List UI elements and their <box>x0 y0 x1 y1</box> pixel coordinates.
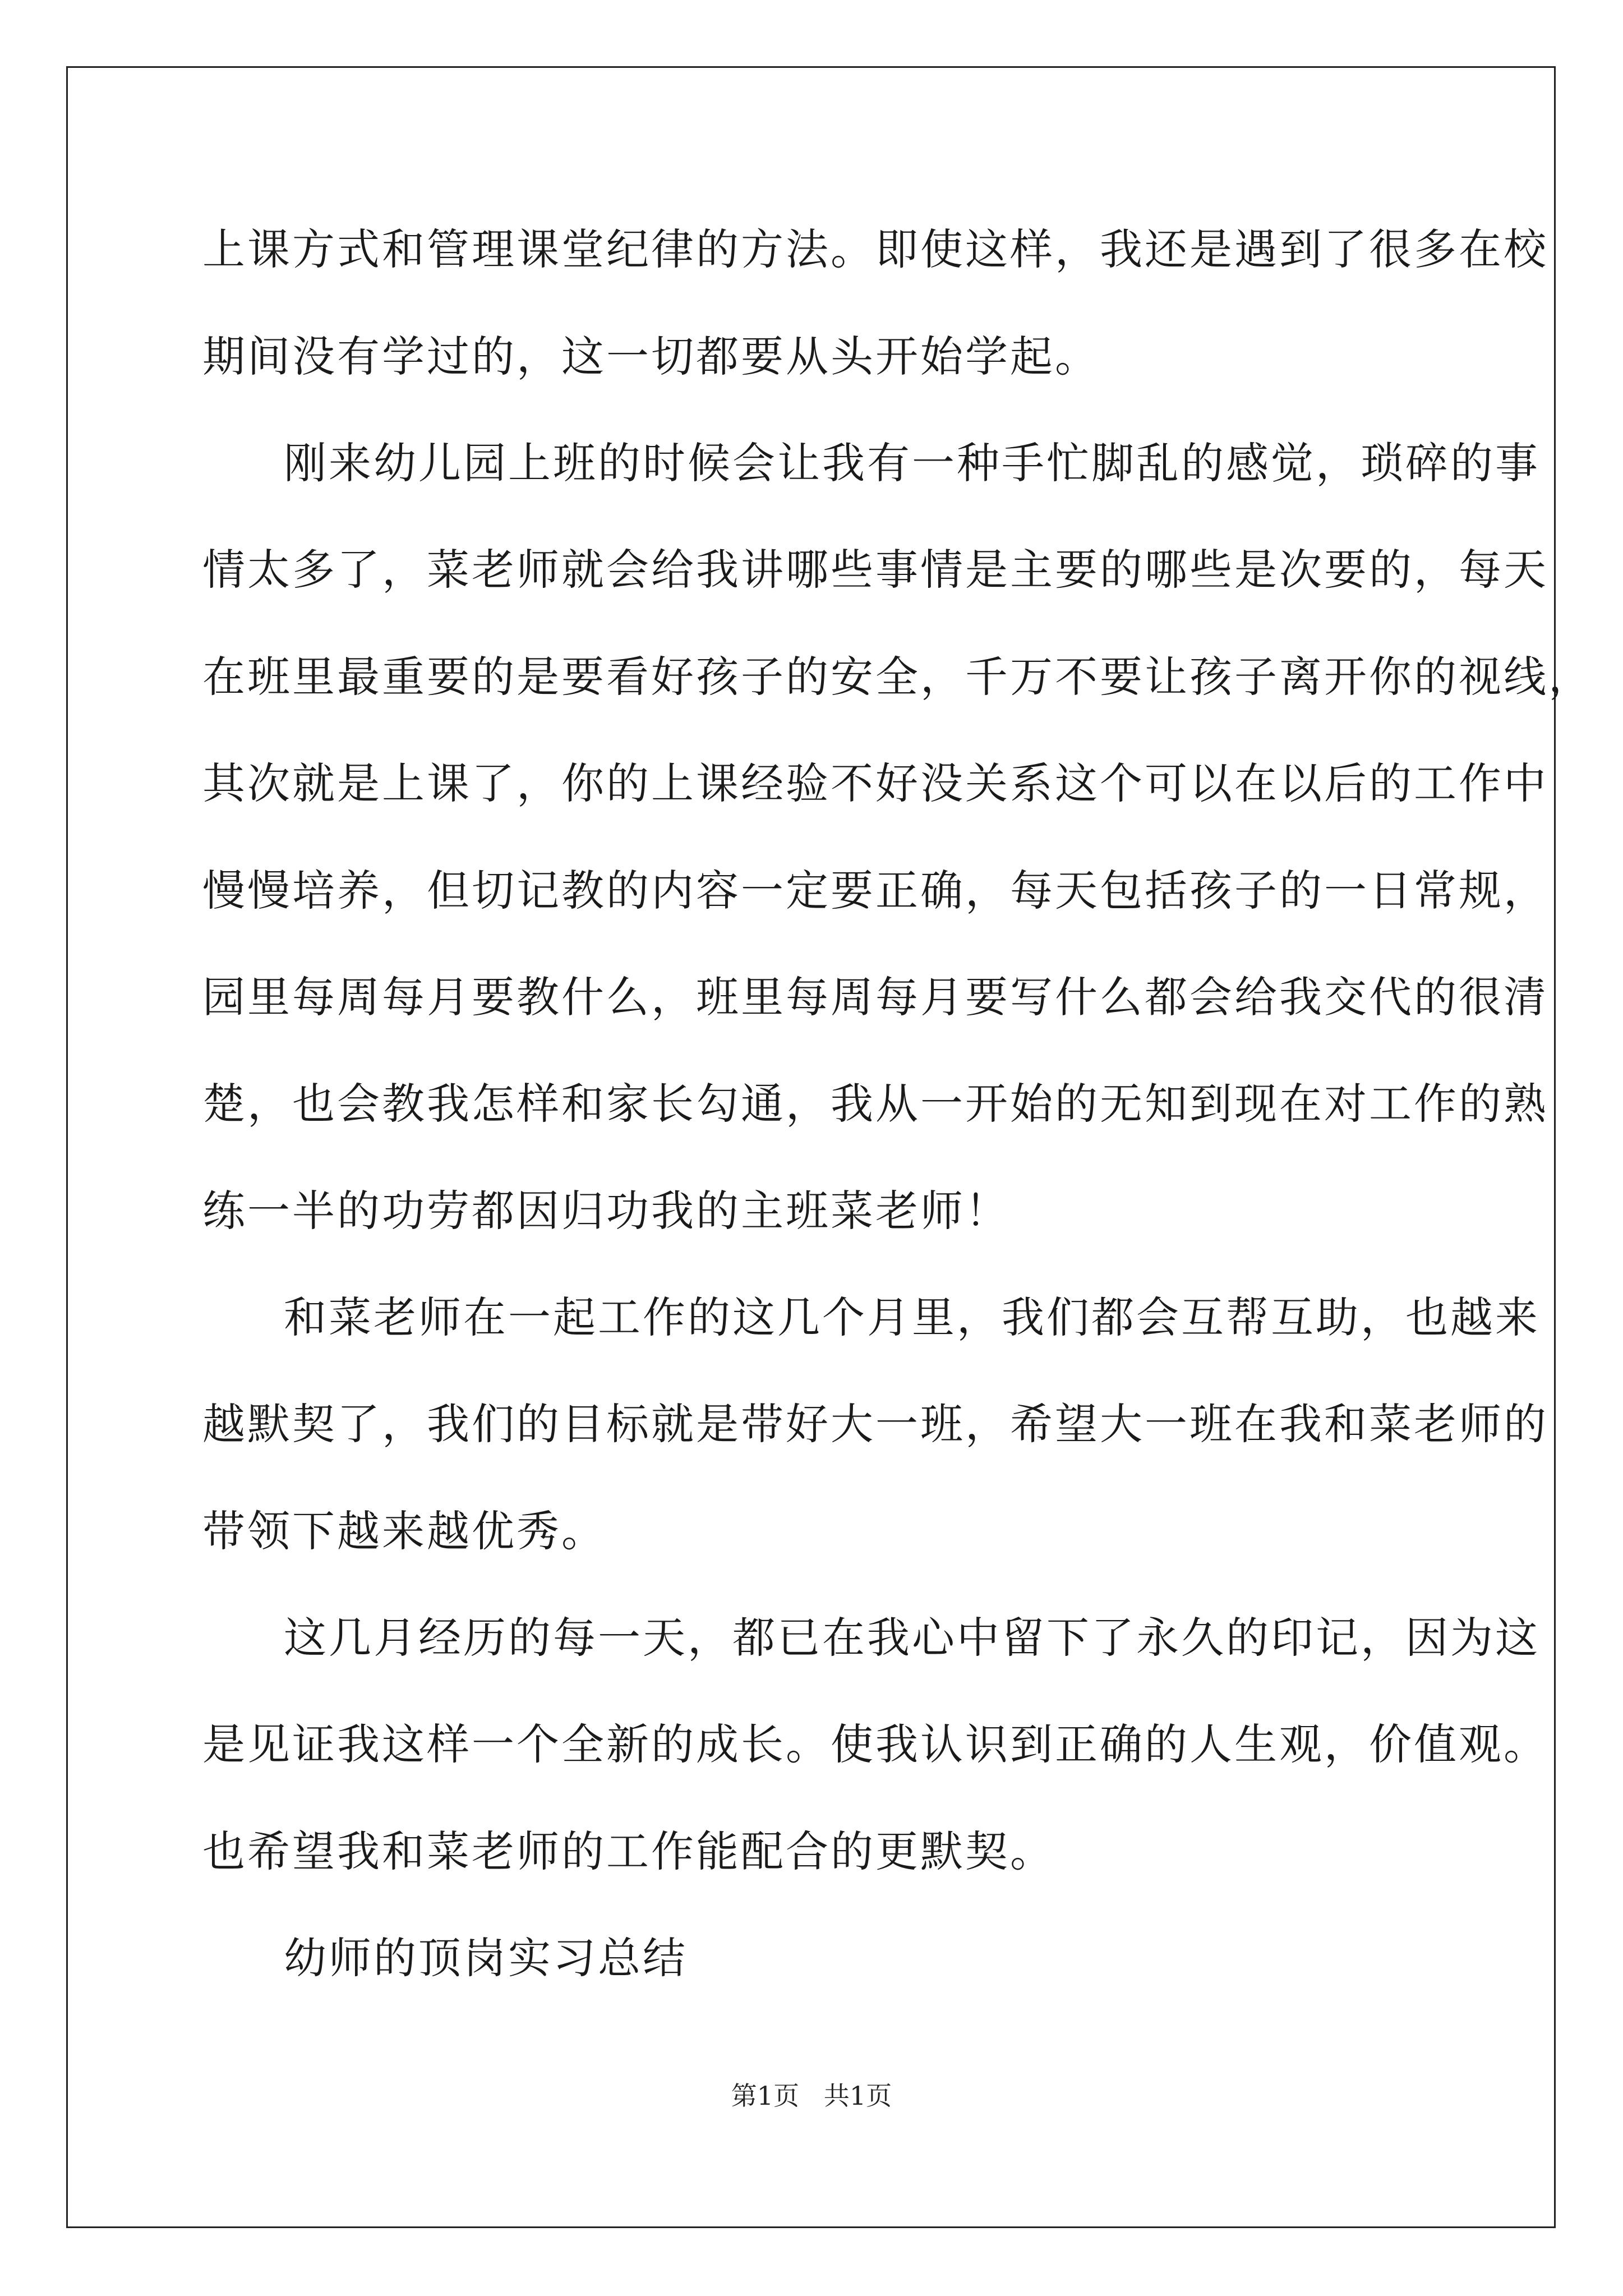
paragraph-line: 刚来幼儿园上班的时候会让我有一种手忙脚乱的感觉，琐碎的事 <box>284 438 1540 488</box>
paragraph-line: 带领下越来越优秀。 <box>202 1506 606 1556</box>
paragraph-line: 其次就是上课了，你的上课经验不好没关系这个可以在以后的工作中 <box>202 758 1548 808</box>
paragraph-line: 园里每周每月要教什么，班里每周每月要写什么都会给我交代的很清 <box>202 972 1548 1022</box>
paragraph-line: 这几月经历的每一天，都已在我心中留下了永久的印记，因为这 <box>284 1613 1540 1663</box>
paragraph-line: 练一半的功劳都因归功我的主班菜老师！ <box>202 1186 1010 1236</box>
paragraph-line: 楚，也会教我怎样和家长勾通，我从一开始的无知到现在对工作的熟 <box>202 1079 1548 1129</box>
page-footer: 第1页 共1页 <box>731 2081 892 2111</box>
paragraph-line: 也希望我和菜老师的工作能配合的更默契。 <box>202 1826 1055 1876</box>
paragraph-line: 在班里最重要的是要看好孩子的安全，千万不要让孩子离开你的视线， <box>202 652 1593 702</box>
paragraph-line: 情太多了，菜老师就会给我讲哪些事情是主要的哪些是次要的，每天 <box>202 545 1548 595</box>
page-border <box>66 66 1556 2228</box>
paragraph-line: 和菜老师在一起工作的这几个月里，我们都会互帮互助，也越来 <box>284 1292 1540 1342</box>
section-heading: 幼师的顶岗实习总结 <box>284 1933 688 1983</box>
paragraph-line: 是见证我这样一个全新的成长。使我认识到正确的人生观，价值观。 <box>202 1719 1548 1769</box>
paragraph-line: 慢慢培养，但切记教的内容一定要正确，每天包括孩子的一日常规， <box>202 866 1548 915</box>
paragraph-line: 越默契了，我们的目标就是带好大一班，希望大一班在我和菜老师的 <box>202 1399 1548 1449</box>
paragraph-line: 上课方式和管理课堂纪律的方法。即使这样，我还是遇到了很多在校 <box>202 224 1548 274</box>
paragraph-line: 期间没有学过的，这一切都要从头开始学起。 <box>202 332 1100 381</box>
